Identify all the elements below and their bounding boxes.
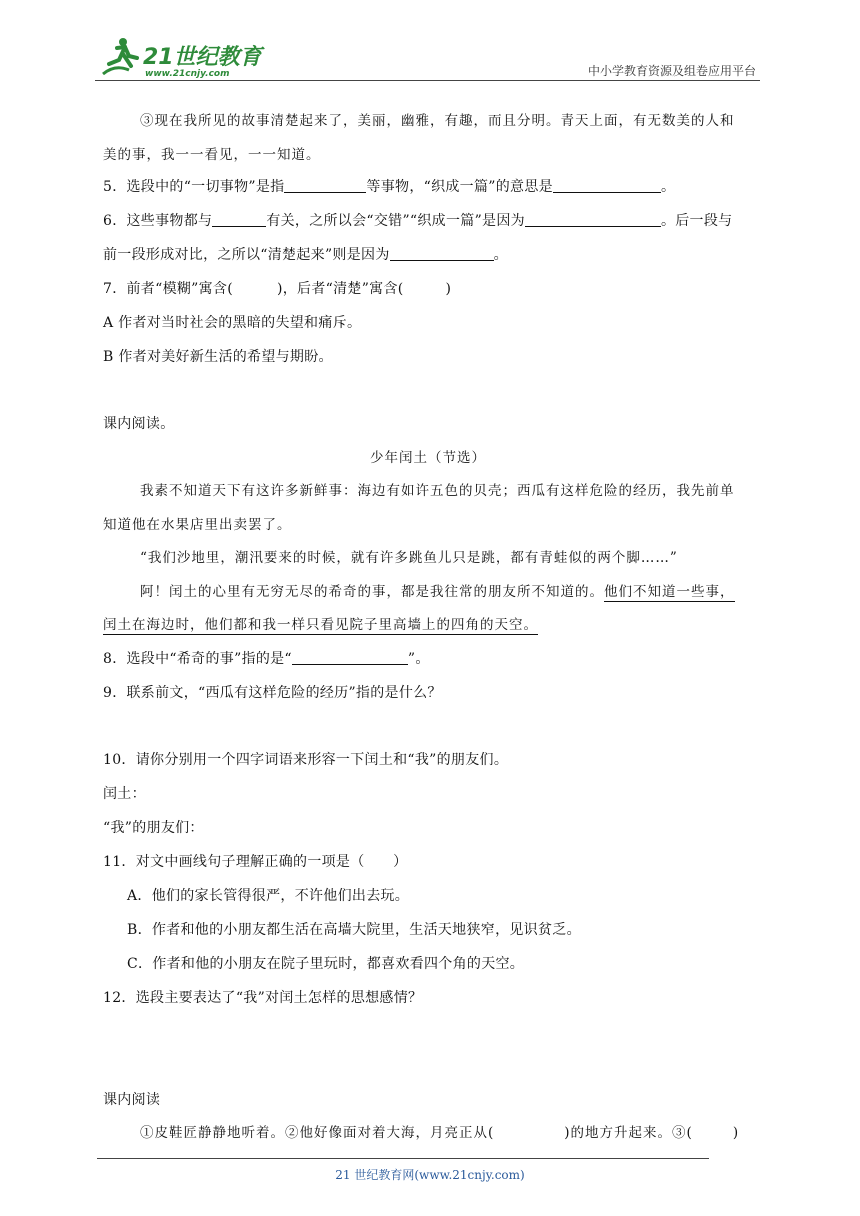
passage-2-p1: ①皮鞋匠静静地听着。②他好像面对着大海，月亮正从( )的地方升起来。③( ) [140,1125,740,1141]
option-a: A 作者对当时社会的黑暗的失望和痛斥。 [103,315,362,331]
underlined-sentence: 闰土在海边时，他们都和我一样只看见院子里高墙上的四角的天空。 [103,617,538,633]
question-6-cont: 前一段形成对比，之所以“清楚起来”则是因为 。 [103,247,508,263]
answer-blank[interactable] [525,212,661,227]
question-11-option-a: A．他们的家长管得很严，不许他们出去玩。 [127,888,410,904]
question-10: 10．请你分别用一个四字词语来形容一下闰土和“我”的朋友们。 [103,752,509,768]
answer-blank[interactable] [212,212,266,227]
section-heading-2: 课内阅读 [103,1092,161,1108]
passage-p1-line-1: 我素不知道天下有这许多新鲜事：海边有如许五色的贝壳；西瓜有这样危险的经历，我先前单 [140,483,735,499]
svg-text:21世纪教育: 21世纪教育 [143,45,262,70]
question-9: 9．联系前文，“西瓜有这样危险的经历”指的是什么？ [103,685,442,701]
question-7: 7．前者“模糊”寓含( )，后者“清楚”寓含( ) [103,281,452,297]
footer-divider [97,1158,709,1159]
header-divider [95,80,760,81]
paragraph-3-line-2: 美的事，我一一看见，一一知道。 [103,147,321,163]
paragraph-3-line-1: ③现在我所见的故事清楚起来了，美丽，幽雅，有趣，而且分明。青天上面，有无数美的人和 [140,113,735,129]
question-10-friends: “我”的朋友们： [103,820,204,836]
passage-title: 少年闰土（节选） [370,450,486,466]
runner-logo-icon [95,34,265,80]
question-6: 6．这些事物都与 有关，之所以会“交错”“织成一篇”是因为 。后一段与 [103,213,733,229]
question-11-option-c: C．作者和他的小朋友在院子里玩时，都喜欢看四个角的天空。 [127,956,525,972]
underlined-sentence: 他们不知道一些事， [604,584,735,600]
answer-blank[interactable] [284,178,366,193]
passage-p2: “我们沙地里，潮汛要来的时候，就有许多跳鱼儿只是跳，都有青蛙似的两个脚……” [140,550,678,566]
question-12: 12．选段主要表达了“我”对闰土怎样的思想感情？ [103,990,423,1006]
passage-p1-line-2: 知道他在水果店里出卖罢了。 [103,517,292,533]
passage-p3-line-2 [103,613,538,633]
section-heading: 课内阅读。 [103,416,175,432]
question-10-runtu: 闰土： [103,786,146,802]
site-logo [95,34,265,80]
footer-text: 21 世纪教育网(www.21cnjy.com) [335,1168,525,1182]
question-8: 8．选段中“希奇的事”指的是“ ”。 [103,651,430,667]
question-5: 5．选段中的“一切事物”是指 等事物，“织成一篇”的意思是 。 [103,179,676,195]
platform-name: 中小学教育资源及组卷应用平台 [587,64,756,78]
svg-text:www.21cnjy.com: www.21cnjy.com [145,69,230,79]
answer-blank[interactable] [292,650,408,665]
answer-blank[interactable] [390,246,494,261]
answer-blank[interactable] [553,178,661,193]
passage-p3-line-1: 阿！闰土的心里有无穷无尽的希奇的事，都是我往常的朋友所不知道的。他们不知道一些事， [140,584,735,600]
question-11: 11．对文中画线句子理解正确的一项是（ ） [103,854,408,870]
question-11-option-b: B．作者和他的小朋友都生活在高墙大院里，生活天地狭窄，见识贫乏。 [127,922,581,938]
option-b: B 作者对美好新生活的希望与期盼。 [103,349,333,365]
